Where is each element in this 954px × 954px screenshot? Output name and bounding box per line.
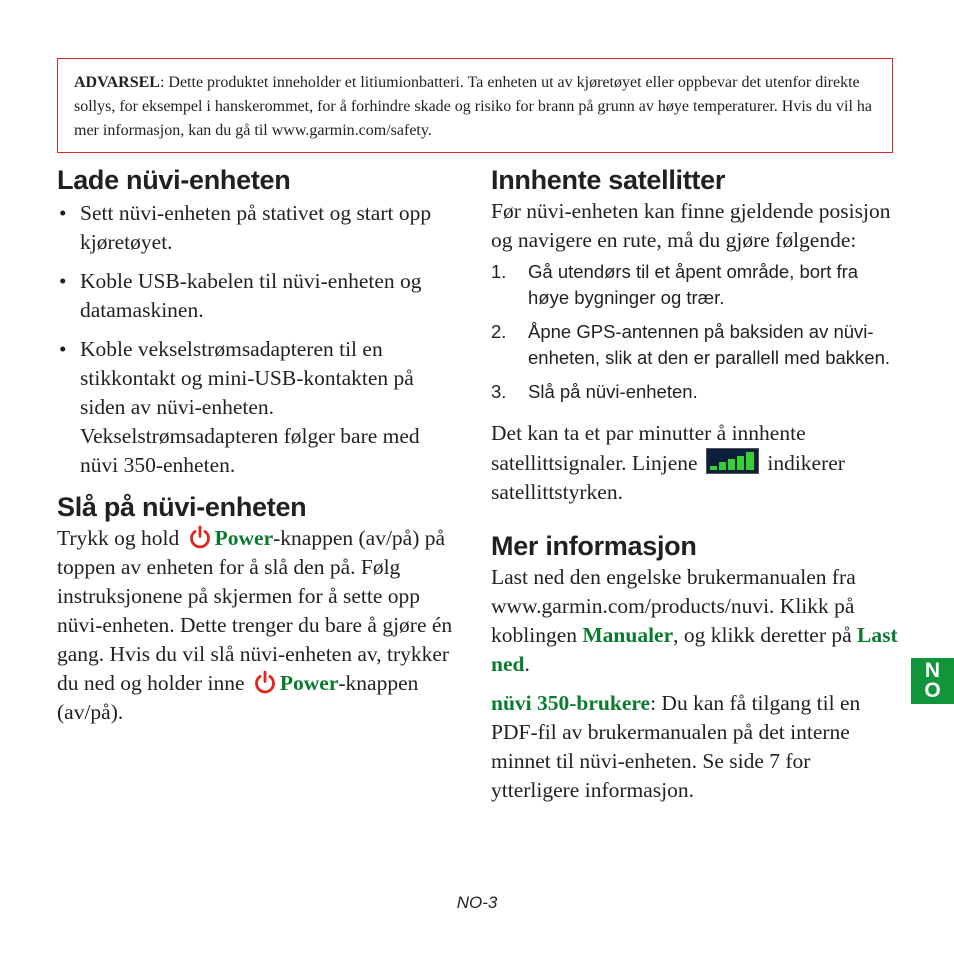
- satellites-after: Det kan ta et par minutter å innhente satellittsignaler. Linjene indikerer satellittstyrken.: [491, 421, 845, 504]
- left-column: [57, 163, 457, 727]
- warning-text: : Dette produktet inneholder et litiumionbatteri. Ta enheten ut av kjøretøyet eller oppbevar det utenfor direkte sollys, for eksempel i hanskerommet, for å forhindre skade og risiko for brann på grunn av høye temperaturer. Hvis du vil ha mer informasjon, kan du gå til www.garmin.com/safety.: [74, 74, 873, 139]
- users-note: nüvi 350-brukere: Du kan få tilgang til en PDF-fil av brukermanualen på det interne minnet til nüvi-enheten. Se side 7 for ytterligere informasjon.: [491, 691, 861, 802]
- power-icon: [252, 669, 278, 695]
- satellites-intro: Før nüvi-enheten kan finne gjeldende posisjon og navigere en rute, må du gjøre følgende:: [491, 199, 891, 252]
- list-item: 3. Slå på nüvi-enheten.: [491, 381, 698, 402]
- charge-heading: Lade nüvi-enheten: [57, 165, 291, 195]
- more-info-text: Last ned den engelske brukermanualen fra www.garmin.com/products/nuvi. Klikk på koblingen Manualer, og klikk deretter på Last ned.: [491, 565, 898, 676]
- download-link[interactable]: Last ned: [491, 623, 898, 676]
- charge-list: [57, 199, 457, 480]
- language-tab: N O: [911, 658, 954, 704]
- list-item: • Sett nüvi-enheten på stativet og start opp kjøretøyet.: [57, 199, 457, 257]
- page-number: NO-3: [456, 893, 498, 912]
- more-info-heading: Mer informasjon: [491, 531, 697, 561]
- list-item: 1. Gå utendørs til et åpent område, bort fra høye bygninger og trær.: [491, 261, 859, 308]
- power-label: Power: [279, 671, 339, 695]
- satellites-heading: Innhente satellitter: [491, 165, 726, 195]
- right-column: [491, 163, 901, 805]
- warning-label: ADVARSEL: [74, 74, 160, 91]
- list-item: • Koble USB-kabelen til nüvi-enheten og datamaskinen.: [57, 267, 457, 325]
- manuals-link[interactable]: Manualer: [582, 623, 674, 647]
- power-on-text: Trykk og hold Power-knappen (av/på) på toppen av enheten for å slå den på. Følg instruksjonene på skjermen for å sette opp nüvi-enheten. Dette trenger du bare å gjøre én gang. Hvis du vil slå nüvi-enheten av, trykker du ned og holder inne Power-knappen (av/på).: [57, 526, 453, 724]
- list-item: 2. Åpne GPS-antennen på baksiden av nüvi-enheten, slik at den er parallell med bakken.: [491, 321, 890, 368]
- satellites-steps: [491, 259, 901, 405]
- power-icon: [187, 524, 213, 550]
- users-label: nüvi 350-brukere: [491, 691, 651, 715]
- list-item: • Koble vekselstrømsadapteren til en stikkontakt og mini-USB-kontakten på siden av nüvi-enheten. Vekselstrømsadapteren følger bare med nüvi 350-enheten.: [57, 335, 457, 480]
- power-label: Power: [214, 526, 274, 550]
- power-on-heading: Slå på nüvi-enheten: [57, 492, 307, 522]
- signal-strength-icon: [706, 448, 759, 474]
- warning-box: [57, 58, 893, 153]
